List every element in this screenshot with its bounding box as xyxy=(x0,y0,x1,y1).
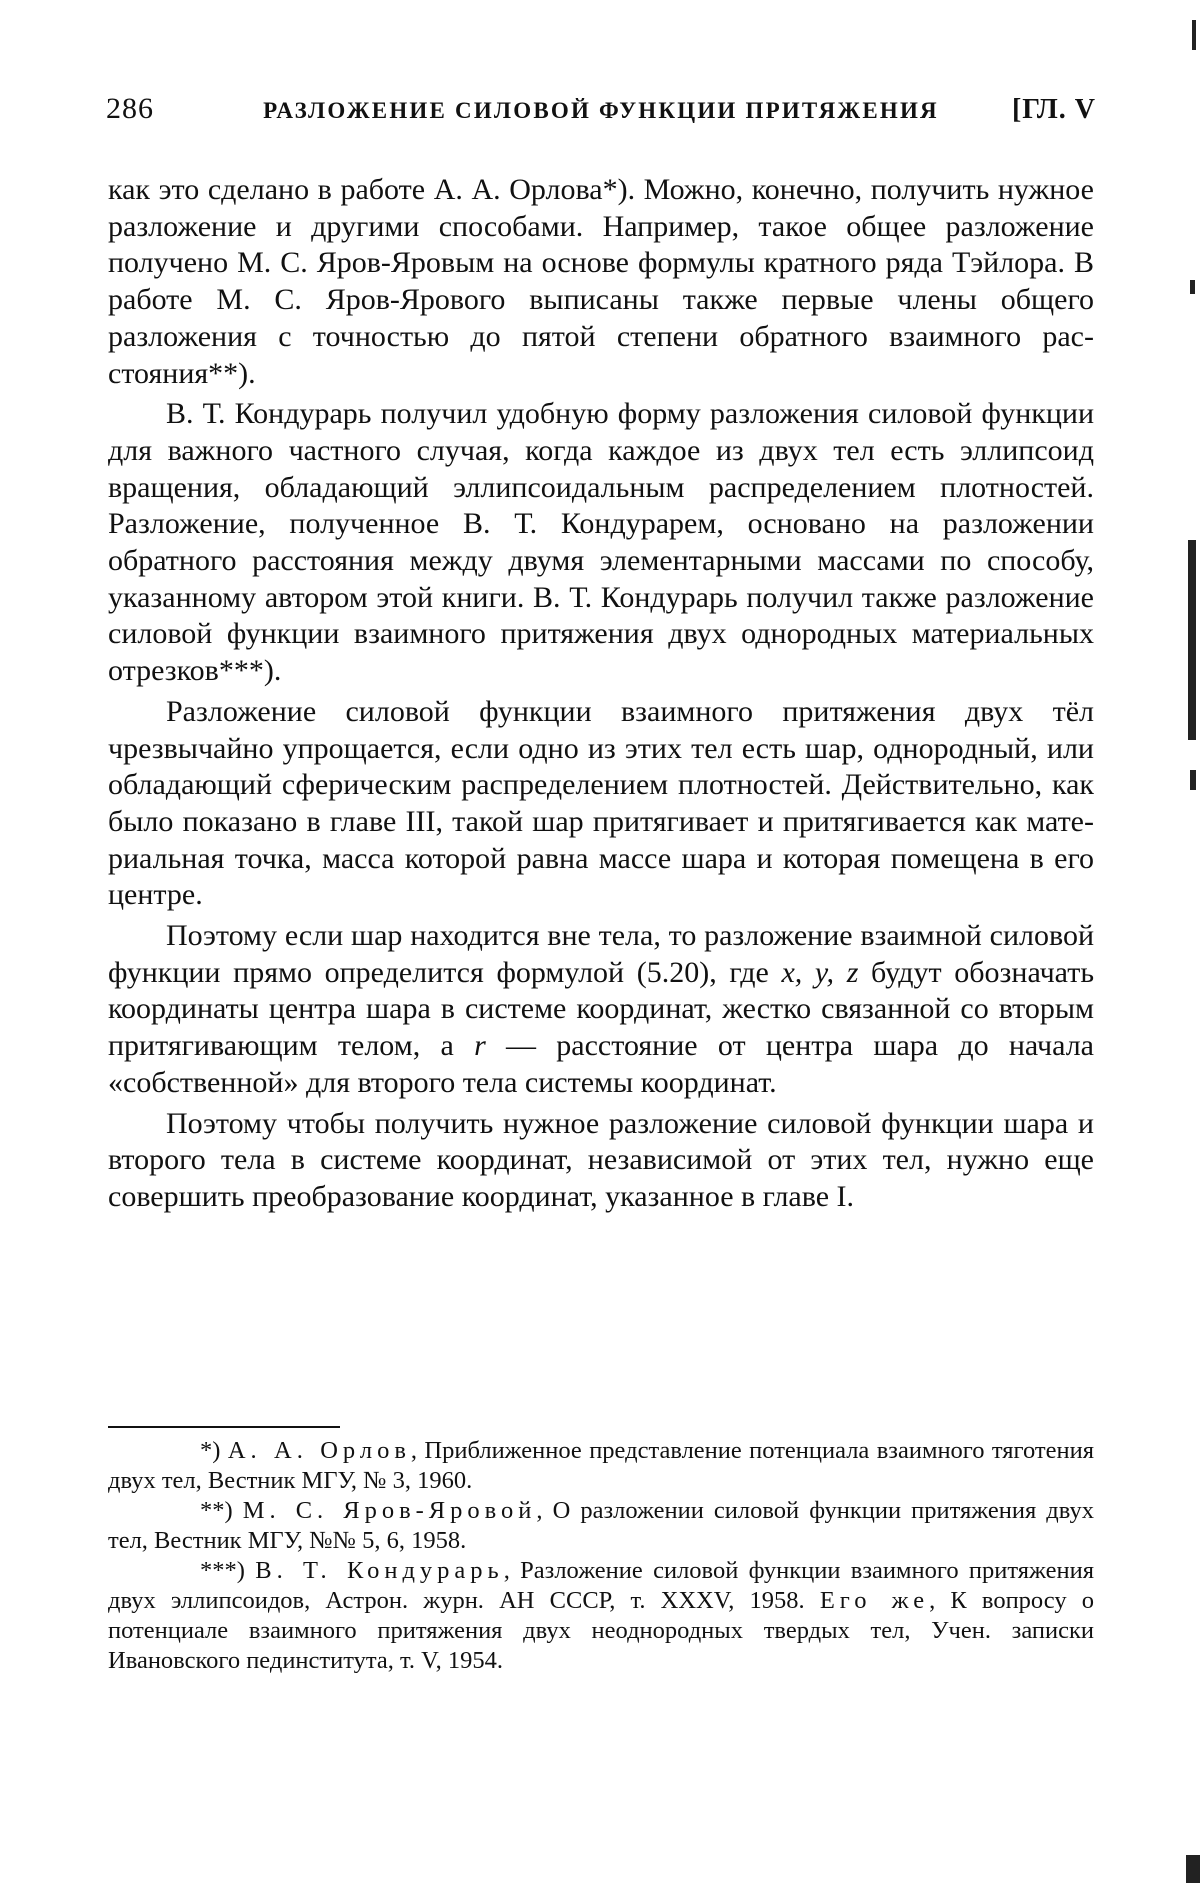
footnote xyxy=(108,1556,1094,1676)
paragraph-text: Поэтому если шар находится вне тела, то разложение взаимной силовой функции прямо определится формулой (5.20), где xyxy=(108,919,1094,989)
page-number: 286 xyxy=(106,92,154,125)
main-text xyxy=(108,172,1094,1216)
footnote xyxy=(108,1496,1094,1556)
footnote-mark: **) xyxy=(200,1497,243,1524)
paragraph: Поэтому чтобы получить нужное разложение силовой функции шара и второго тела в системе координат, независимой от этих тел, нужно еще совершить преобразование координат, указанное в главе I. xyxy=(108,1106,1094,1213)
scan-edge-marks xyxy=(1186,0,1200,1883)
scan-speck xyxy=(1190,280,1195,294)
footnote-divider xyxy=(108,1426,340,1428)
footnote xyxy=(108,1436,1094,1496)
footnote-mark: ***) xyxy=(200,1557,256,1584)
footnote-author: А. А. Орлов xyxy=(227,1437,411,1464)
scan-speck xyxy=(1190,770,1196,790)
paragraph xyxy=(108,918,1094,1102)
scan-speck xyxy=(1192,20,1196,50)
footnote-text: , Разложение силовой функции взаимного притяжения двух эллипсоидов, Астрон. журн. АН СССР, т. XXXV, 1958. xyxy=(108,1557,1094,1614)
footnote-author: В. Т. Кондурарь xyxy=(255,1557,504,1584)
math-variables: x, y, z xyxy=(781,955,859,989)
scan-speck xyxy=(1186,1855,1200,1883)
footnote-text: , К вопросу о потенциале взаимного притяжения двух неоднородных твердых тел, Учен. записки Ивановского пединститута, т. V, 1954. xyxy=(108,1587,1095,1674)
paragraph: как это сделано в работе А. А. Орлова*). Можно, конечно, получить нужное разложение и другими способами. Например, такое общее разложение получено М. С. Яров-Яровым на основе формулы кратного ряда Тэйлора. В работе М. С. Яров-Ярового выписаны также первые члены общего разложения с точностью до пятой степени обратного взаимного расстояния**). xyxy=(108,173,1094,390)
paragraph: Разложение силовой функции взаимного притяжения двух тёл чрезвычайно упрощается, если одно из этих тел есть шар, однородный, или обладающий сферическим распределением плотностей. Действительно, как было показано в главе III, такой шар притягивает и притягивается как материальная точка, масса которой равна массе шара и которая помещена в его центре. xyxy=(108,694,1094,912)
page-header xyxy=(106,92,1096,132)
paragraph-text: — расстояние от центра шара до начала «собственной» для второго тела системы координат. xyxy=(108,1029,1094,1099)
footnote-text: , Приближенное представление потенциала взаимного тяготения двух тел, Вестник МГУ, № 3, 1960. xyxy=(108,1437,1094,1494)
paragraph-text: будут обозначать координаты центра шара в системе координат, жестко связанной со вторым притягивающим телом, а xyxy=(108,955,1094,1063)
running-title: РАЗЛОЖЕНИЕ СИЛОВОЙ ФУНКЦИИ ПРИТЯЖЕНИЯ xyxy=(263,98,939,123)
math-variable: r xyxy=(474,1029,486,1063)
scan-speck xyxy=(1188,540,1196,740)
footnote-author: М. С. Яров-Яровой xyxy=(242,1497,537,1524)
footnote-mark: *) xyxy=(200,1437,228,1464)
footnotes xyxy=(108,1436,1094,1676)
footnote-author: Его же xyxy=(819,1587,930,1614)
chapter-mark: [ГЛ. V xyxy=(1011,94,1096,125)
paragraph: В. Т. Кондурарь получил удобную форму разложения силовой функции для важного частного случая, когда каждое из двух тел есть эллипсоид вращения, обладающий эллипсоидальным распределением плотностей. Разложение, полученное В. Т. Кондурарем, основано на разложении обратного расстояния между двумя элементарными массами по способу, указанному автором этой книги. В. Т. Кондурарь получил также разложение силовой функции взаимного притяжения двух однородных материальных отрезков***). xyxy=(108,397,1094,688)
footnote-text: , О разложении силовой функции притяжения двух тел, Вестник МГУ, №№ 5, 6, 1958. xyxy=(108,1497,1094,1554)
